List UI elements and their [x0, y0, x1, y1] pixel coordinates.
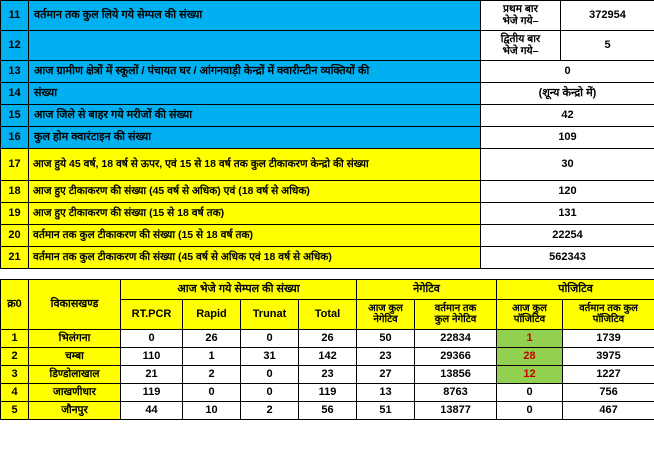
row-number: 21: [1, 247, 29, 269]
cell-rtpcr: 44: [121, 402, 183, 420]
cell-total: 119: [299, 384, 357, 402]
header-serial: क्र0: [1, 280, 29, 330]
cell-total: 26: [299, 330, 357, 348]
row-value: 0: [481, 61, 654, 83]
row-serial: 3: [1, 366, 29, 384]
table-row: [1, 330, 654, 348]
cell-neg-total: 29366: [415, 348, 497, 366]
row-label: आज हुये 45 वर्ष, 18 वर्ष से ऊपर, एवं 15 से 18 वर्ष तक कुल टीकाकरण केन्द्रो की संख्या: [29, 149, 481, 181]
table-row: [1, 31, 654, 61]
cell-pos-total: 3975: [563, 348, 654, 366]
cell-rtpcr: 110: [121, 348, 183, 366]
cell-pos-total: 1739: [563, 330, 654, 348]
row-number: 11: [1, 1, 29, 31]
row-block-name: डिण्डोलाखाल: [29, 366, 121, 384]
row-number: 14: [1, 83, 29, 105]
cell-total: 56: [299, 402, 357, 420]
cell-neg-today: 27: [357, 366, 415, 384]
row-number: 15: [1, 105, 29, 127]
cell-pos-today: 0: [497, 402, 563, 420]
cell-rapid: 10: [183, 402, 241, 420]
cell-total: 23: [299, 366, 357, 384]
cell-neg-today: 50: [357, 330, 415, 348]
row-value: 30: [481, 149, 654, 181]
table-header-group-row: [1, 280, 654, 300]
row-number: 18: [1, 181, 29, 203]
cell-pos-today: 0: [497, 384, 563, 402]
row-label: वर्तमान तक कुल लिये गये सेम्पल की संख्या: [29, 1, 481, 31]
cell-neg-today: 23: [357, 348, 415, 366]
row-serial: 5: [1, 402, 29, 420]
row-serial: 4: [1, 384, 29, 402]
row-label: कुल होम क्वारंटाइन की संख्या: [29, 127, 481, 149]
row-label: वर्तमान तक कुल टीकाकरण की संख्या (15 से 18 वर्ष तक): [29, 225, 481, 247]
table-row: [1, 225, 654, 247]
row-number: 16: [1, 127, 29, 149]
header-block: विकासखण्ड: [29, 280, 121, 330]
row-serial: 1: [1, 330, 29, 348]
cell-pos-total: 756: [563, 384, 654, 402]
row-sublabel: द्वितीय बार भेजे गये–: [481, 31, 561, 61]
table-row: [1, 149, 654, 181]
table-row: [1, 384, 654, 402]
table-row: [1, 402, 654, 420]
header-total: Total: [299, 300, 357, 330]
table-row: [1, 105, 654, 127]
cell-pos-total: 1227: [563, 366, 654, 384]
table-row: [1, 127, 654, 149]
table-row: [1, 1, 654, 31]
header-pos-total: वर्तमान तक कुल पॉजिटिव: [563, 300, 654, 330]
table-row: [1, 348, 654, 366]
row-number: 17: [1, 149, 29, 181]
row-value: 562343: [481, 247, 654, 269]
header-negative-group: नेगेटिव: [357, 280, 497, 300]
section-divider: [0, 269, 654, 279]
cell-rapid: 0: [183, 384, 241, 402]
header-neg-today: आज कुल नेगेटिव: [357, 300, 415, 330]
table-row: [1, 61, 654, 83]
row-number: 19: [1, 203, 29, 225]
cell-trunat: 0: [241, 366, 299, 384]
cell-pos-today: 1: [497, 330, 563, 348]
cell-neg-total: 13856: [415, 366, 497, 384]
row-number: 13: [1, 61, 29, 83]
row-number: 20: [1, 225, 29, 247]
row-value: 5: [561, 31, 654, 61]
row-serial: 2: [1, 348, 29, 366]
row-label: आज हुए टीकाकरण की संख्या (15 से 18 वर्ष तक): [29, 203, 481, 225]
cell-pos-today: 12: [497, 366, 563, 384]
row-value: 22254: [481, 225, 654, 247]
table-row: [1, 366, 654, 384]
header-sent-group: आज भेजे गये सेम्पल की संख्या: [121, 280, 357, 300]
row-value: 120: [481, 181, 654, 203]
header-neg-total: वर्तमान तक कुल नेगेटिव: [415, 300, 497, 330]
cell-trunat: 31: [241, 348, 299, 366]
header-positive-group: पोजिटिव: [497, 280, 654, 300]
row-label: आज ग्रामीण क्षेत्रों में स्कूलों / पंचायत घर / आंगनवाड़ी केन्द्रों में क्वारीन्टीन व्यक्तियों की: [29, 61, 481, 83]
row-label: आज हुए टीकाकरण की संख्या (45 वर्ष से अधिक) एवं (18 वर्ष से अधिक): [29, 181, 481, 203]
row-label: वर्तमान तक कुल टीकाकरण की संख्या (45 वर्ष से अधिक एवं 18 वर्ष से अधिक): [29, 247, 481, 269]
cell-neg-total: 8763: [415, 384, 497, 402]
header-trunat: Trunat: [241, 300, 299, 330]
cell-trunat: 0: [241, 330, 299, 348]
row-block-name: चम्बा: [29, 348, 121, 366]
cell-neg-total: 22834: [415, 330, 497, 348]
row-label: आज जिले से बाहर गये मरीजों की संख्या: [29, 105, 481, 127]
cell-trunat: 0: [241, 384, 299, 402]
table-row: [1, 181, 654, 203]
row-value: 109: [481, 127, 654, 149]
row-block-name: जौनपुर: [29, 402, 121, 420]
cell-rtpcr: 119: [121, 384, 183, 402]
cell-neg-today: 13: [357, 384, 415, 402]
cell-rapid: 26: [183, 330, 241, 348]
row-value: (शून्य केन्द्रो में): [481, 83, 654, 105]
row-label: [29, 31, 481, 61]
table-row: [1, 247, 654, 269]
row-block-name: भिलंगना: [29, 330, 121, 348]
row-label: संख्या: [29, 83, 481, 105]
cell-rapid: 1: [183, 348, 241, 366]
cell-rtpcr: 21: [121, 366, 183, 384]
row-number: 12: [1, 31, 29, 61]
header-rapid: Rapid: [183, 300, 241, 330]
blockwise-table: [0, 279, 654, 420]
cell-neg-today: 51: [357, 402, 415, 420]
header-pos-today: आज कुल पॉजिटिव: [497, 300, 563, 330]
row-sublabel: प्रथम बार भेजे गये–: [481, 1, 561, 31]
cell-total: 142: [299, 348, 357, 366]
cell-neg-total: 13877: [415, 402, 497, 420]
row-value: 131: [481, 203, 654, 225]
cell-rtpcr: 0: [121, 330, 183, 348]
block-wise-section: [0, 279, 654, 420]
row-block-name: जाखणीधार: [29, 384, 121, 402]
cell-rapid: 2: [183, 366, 241, 384]
cell-pos-today: 28: [497, 348, 563, 366]
row-value: 372954: [561, 1, 654, 31]
header-rtpcr: RT.PCR: [121, 300, 183, 330]
table-row: [1, 203, 654, 225]
row-value: 42: [481, 105, 654, 127]
table-row: [1, 83, 654, 105]
cell-trunat: 2: [241, 402, 299, 420]
cell-pos-total: 467: [563, 402, 654, 420]
